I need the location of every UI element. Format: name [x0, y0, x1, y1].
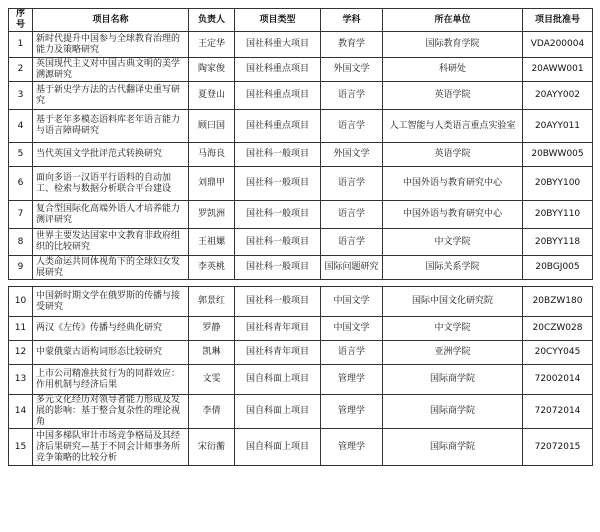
cell-code: 20BYY118: [523, 229, 593, 256]
cell-code: VDA200004: [523, 32, 593, 58]
cell-leader: 李倩: [189, 395, 235, 429]
header-leader: 负责人: [189, 9, 235, 32]
cell-type: 国社科一般项目: [235, 256, 321, 280]
cell-discipline: 管理学: [321, 395, 383, 429]
cell-leader: 文雯: [189, 365, 235, 395]
header-type: 项目类型: [235, 9, 321, 32]
cell-type: 国社科重点项目: [235, 58, 321, 82]
cell-unit: 英语学院: [383, 82, 523, 110]
cell-code: 20AYY002: [523, 82, 593, 110]
cell-type: 国自科面上项目: [235, 365, 321, 395]
cell-code: 20CYY045: [523, 341, 593, 365]
cell-name: 英国现代主义对中国古典文明的美学溯源研究: [33, 58, 189, 82]
cell-type: 国自科面上项目: [235, 395, 321, 429]
cell-type: 国社科一般项目: [235, 201, 321, 229]
cell-discipline: 教育学: [321, 32, 383, 58]
cell-code: 20AYY011: [523, 110, 593, 143]
cell-leader: 郭景红: [189, 287, 235, 317]
header-code: 项目批准号: [523, 9, 593, 32]
cell-type: 国社科青年项目: [235, 317, 321, 341]
table-row: [9, 256, 593, 280]
cell-discipline: 语言学: [321, 201, 383, 229]
cell-unit: 国际中国文化研究院: [383, 287, 523, 317]
cell-unit: 人工智能与人类语言重点实验室: [383, 110, 523, 143]
cell-no: 9: [9, 256, 33, 280]
cell-discipline: 国际问题研究: [321, 256, 383, 280]
table-row: [9, 167, 593, 201]
table-row: [9, 395, 593, 429]
cell-leader: 李英桃: [189, 256, 235, 280]
cell-unit: 中国外语与教育研究中心: [383, 201, 523, 229]
project-table-part-1: [8, 8, 593, 280]
cell-no: 11: [9, 317, 33, 341]
cell-leader: 刘鼎甲: [189, 167, 235, 201]
cell-no: 14: [9, 395, 33, 429]
table-row: [9, 143, 593, 167]
cell-code: 20BYY110: [523, 201, 593, 229]
table-header-row: [9, 9, 593, 32]
cell-no: 7: [9, 201, 33, 229]
table-row: [9, 287, 593, 317]
cell-discipline: 外国文学: [321, 58, 383, 82]
cell-unit: 亚洲学院: [383, 341, 523, 365]
cell-code: 20BGJ005: [523, 256, 593, 280]
cell-no: 6: [9, 167, 33, 201]
cell-leader: 夏登山: [189, 82, 235, 110]
cell-discipline: 中国文学: [321, 287, 383, 317]
project-table-container: [8, 8, 592, 466]
cell-type: 国自科面上项目: [235, 429, 321, 466]
cell-leader: 凯琳: [189, 341, 235, 365]
cell-no: 3: [9, 82, 33, 110]
cell-type: 国社科一般项目: [235, 167, 321, 201]
cell-name: 复合型国际化高端外语人才培养能力测评研究: [33, 201, 189, 229]
table-row: [9, 32, 593, 58]
cell-no: 5: [9, 143, 33, 167]
cell-type: 国社科重点项目: [235, 110, 321, 143]
cell-unit: 科研处: [383, 58, 523, 82]
cell-no: 15: [9, 429, 33, 466]
cell-code: 20BYY100: [523, 167, 593, 201]
cell-discipline: 管理学: [321, 429, 383, 466]
cell-name: 世界主要发达国家中文教育非政府组织的比较研究: [33, 229, 189, 256]
cell-code: 20BZW180: [523, 287, 593, 317]
table-row: [9, 82, 593, 110]
cell-unit: 国际教育学院: [383, 32, 523, 58]
cell-name: 当代英国文学批评范式转换研究: [33, 143, 189, 167]
cell-code: 20BWW005: [523, 143, 593, 167]
cell-no: 12: [9, 341, 33, 365]
cell-discipline: 语言学: [321, 167, 383, 201]
table-row: [9, 429, 593, 466]
cell-name: 中蒙俄蒙古语构词形态比较研究: [33, 341, 189, 365]
cell-discipline: 外国文学: [321, 143, 383, 167]
cell-code: 20CZW028: [523, 317, 593, 341]
table-row: [9, 201, 593, 229]
cell-unit: 中国外语与教育研究中心: [383, 167, 523, 201]
cell-name: 基于新史学方法的古代翻译史重写研究: [33, 82, 189, 110]
cell-unit: 国际商学院: [383, 429, 523, 466]
table-row: [9, 110, 593, 143]
cell-name: 新时代提升中国参与全球教育治理的能力及策略研究: [33, 32, 189, 58]
cell-type: 国社科青年项目: [235, 341, 321, 365]
table-row: [9, 58, 593, 82]
cell-name: 两汉《左传》传播与经典化研究: [33, 317, 189, 341]
cell-discipline: 语言学: [321, 229, 383, 256]
cell-no: 4: [9, 110, 33, 143]
cell-unit: 国际商学院: [383, 365, 523, 395]
cell-discipline: 管理学: [321, 365, 383, 395]
cell-discipline: 语言学: [321, 82, 383, 110]
project-table-part-2: [8, 286, 593, 466]
header-name: 项目名称: [33, 9, 189, 32]
cell-name: 上市公司精准扶贫行为的同群效应：作用机制与经济后果: [33, 365, 189, 395]
cell-name: 多元文化经历对领导者能力形成及发展的影响：基于整合复杂性的理论视角: [33, 395, 189, 429]
cell-code: 72072015: [523, 429, 593, 466]
cell-type: 国社科一般项目: [235, 229, 321, 256]
header-unit: 所在单位: [383, 9, 523, 32]
cell-type: 国社科重大项目: [235, 32, 321, 58]
table-row: [9, 229, 593, 256]
cell-discipline: 语言学: [321, 110, 383, 143]
header-no: 序号: [9, 9, 33, 32]
cell-no: 10: [9, 287, 33, 317]
cell-type: 国社科重点项目: [235, 82, 321, 110]
cell-no: 2: [9, 58, 33, 82]
cell-leader: 马海良: [189, 143, 235, 167]
cell-unit: 英语学院: [383, 143, 523, 167]
cell-no: 8: [9, 229, 33, 256]
cell-leader: 罗凯洲: [189, 201, 235, 229]
cell-leader: 陶家俊: [189, 58, 235, 82]
cell-unit: 中文学院: [383, 229, 523, 256]
cell-leader: 罗静: [189, 317, 235, 341]
cell-unit: 中文学院: [383, 317, 523, 341]
cell-name: 基于老年多模态语料库老年语言能力与语言障碍研究: [33, 110, 189, 143]
cell-code: 72072014: [523, 395, 593, 429]
cell-name: 人类命运共同体视角下的全球妇女发展研究: [33, 256, 189, 280]
cell-type: 国社科一般项目: [235, 143, 321, 167]
table-row: [9, 317, 593, 341]
cell-name: 中国新时期文学在俄罗斯的传播与接受研究: [33, 287, 189, 317]
cell-no: 13: [9, 365, 33, 395]
cell-name: 中国多梯队审计市场竞争格局及其经济后果研究—基于不同会计师事务所竞争策略的比较分析: [33, 429, 189, 466]
cell-discipline: 中国文学: [321, 317, 383, 341]
cell-unit: 国际商学院: [383, 395, 523, 429]
cell-leader: 王定华: [189, 32, 235, 58]
header-discipline: 学科: [321, 9, 383, 32]
cell-no: 1: [9, 32, 33, 58]
cell-code: 20AWW001: [523, 58, 593, 82]
cell-unit: 国际关系学院: [383, 256, 523, 280]
cell-leader: 顾曰国: [189, 110, 235, 143]
cell-leader: 王祖嫘: [189, 229, 235, 256]
cell-name: 面向多语一汉语平行语料的自动加工、检索与数据分析联合平台建设: [33, 167, 189, 201]
cell-discipline: 语言学: [321, 341, 383, 365]
table-row: [9, 341, 593, 365]
table-row: [9, 365, 593, 395]
cell-leader: 宋衍蘅: [189, 429, 235, 466]
cell-code: 72002014: [523, 365, 593, 395]
cell-type: 国社科一般项目: [235, 287, 321, 317]
